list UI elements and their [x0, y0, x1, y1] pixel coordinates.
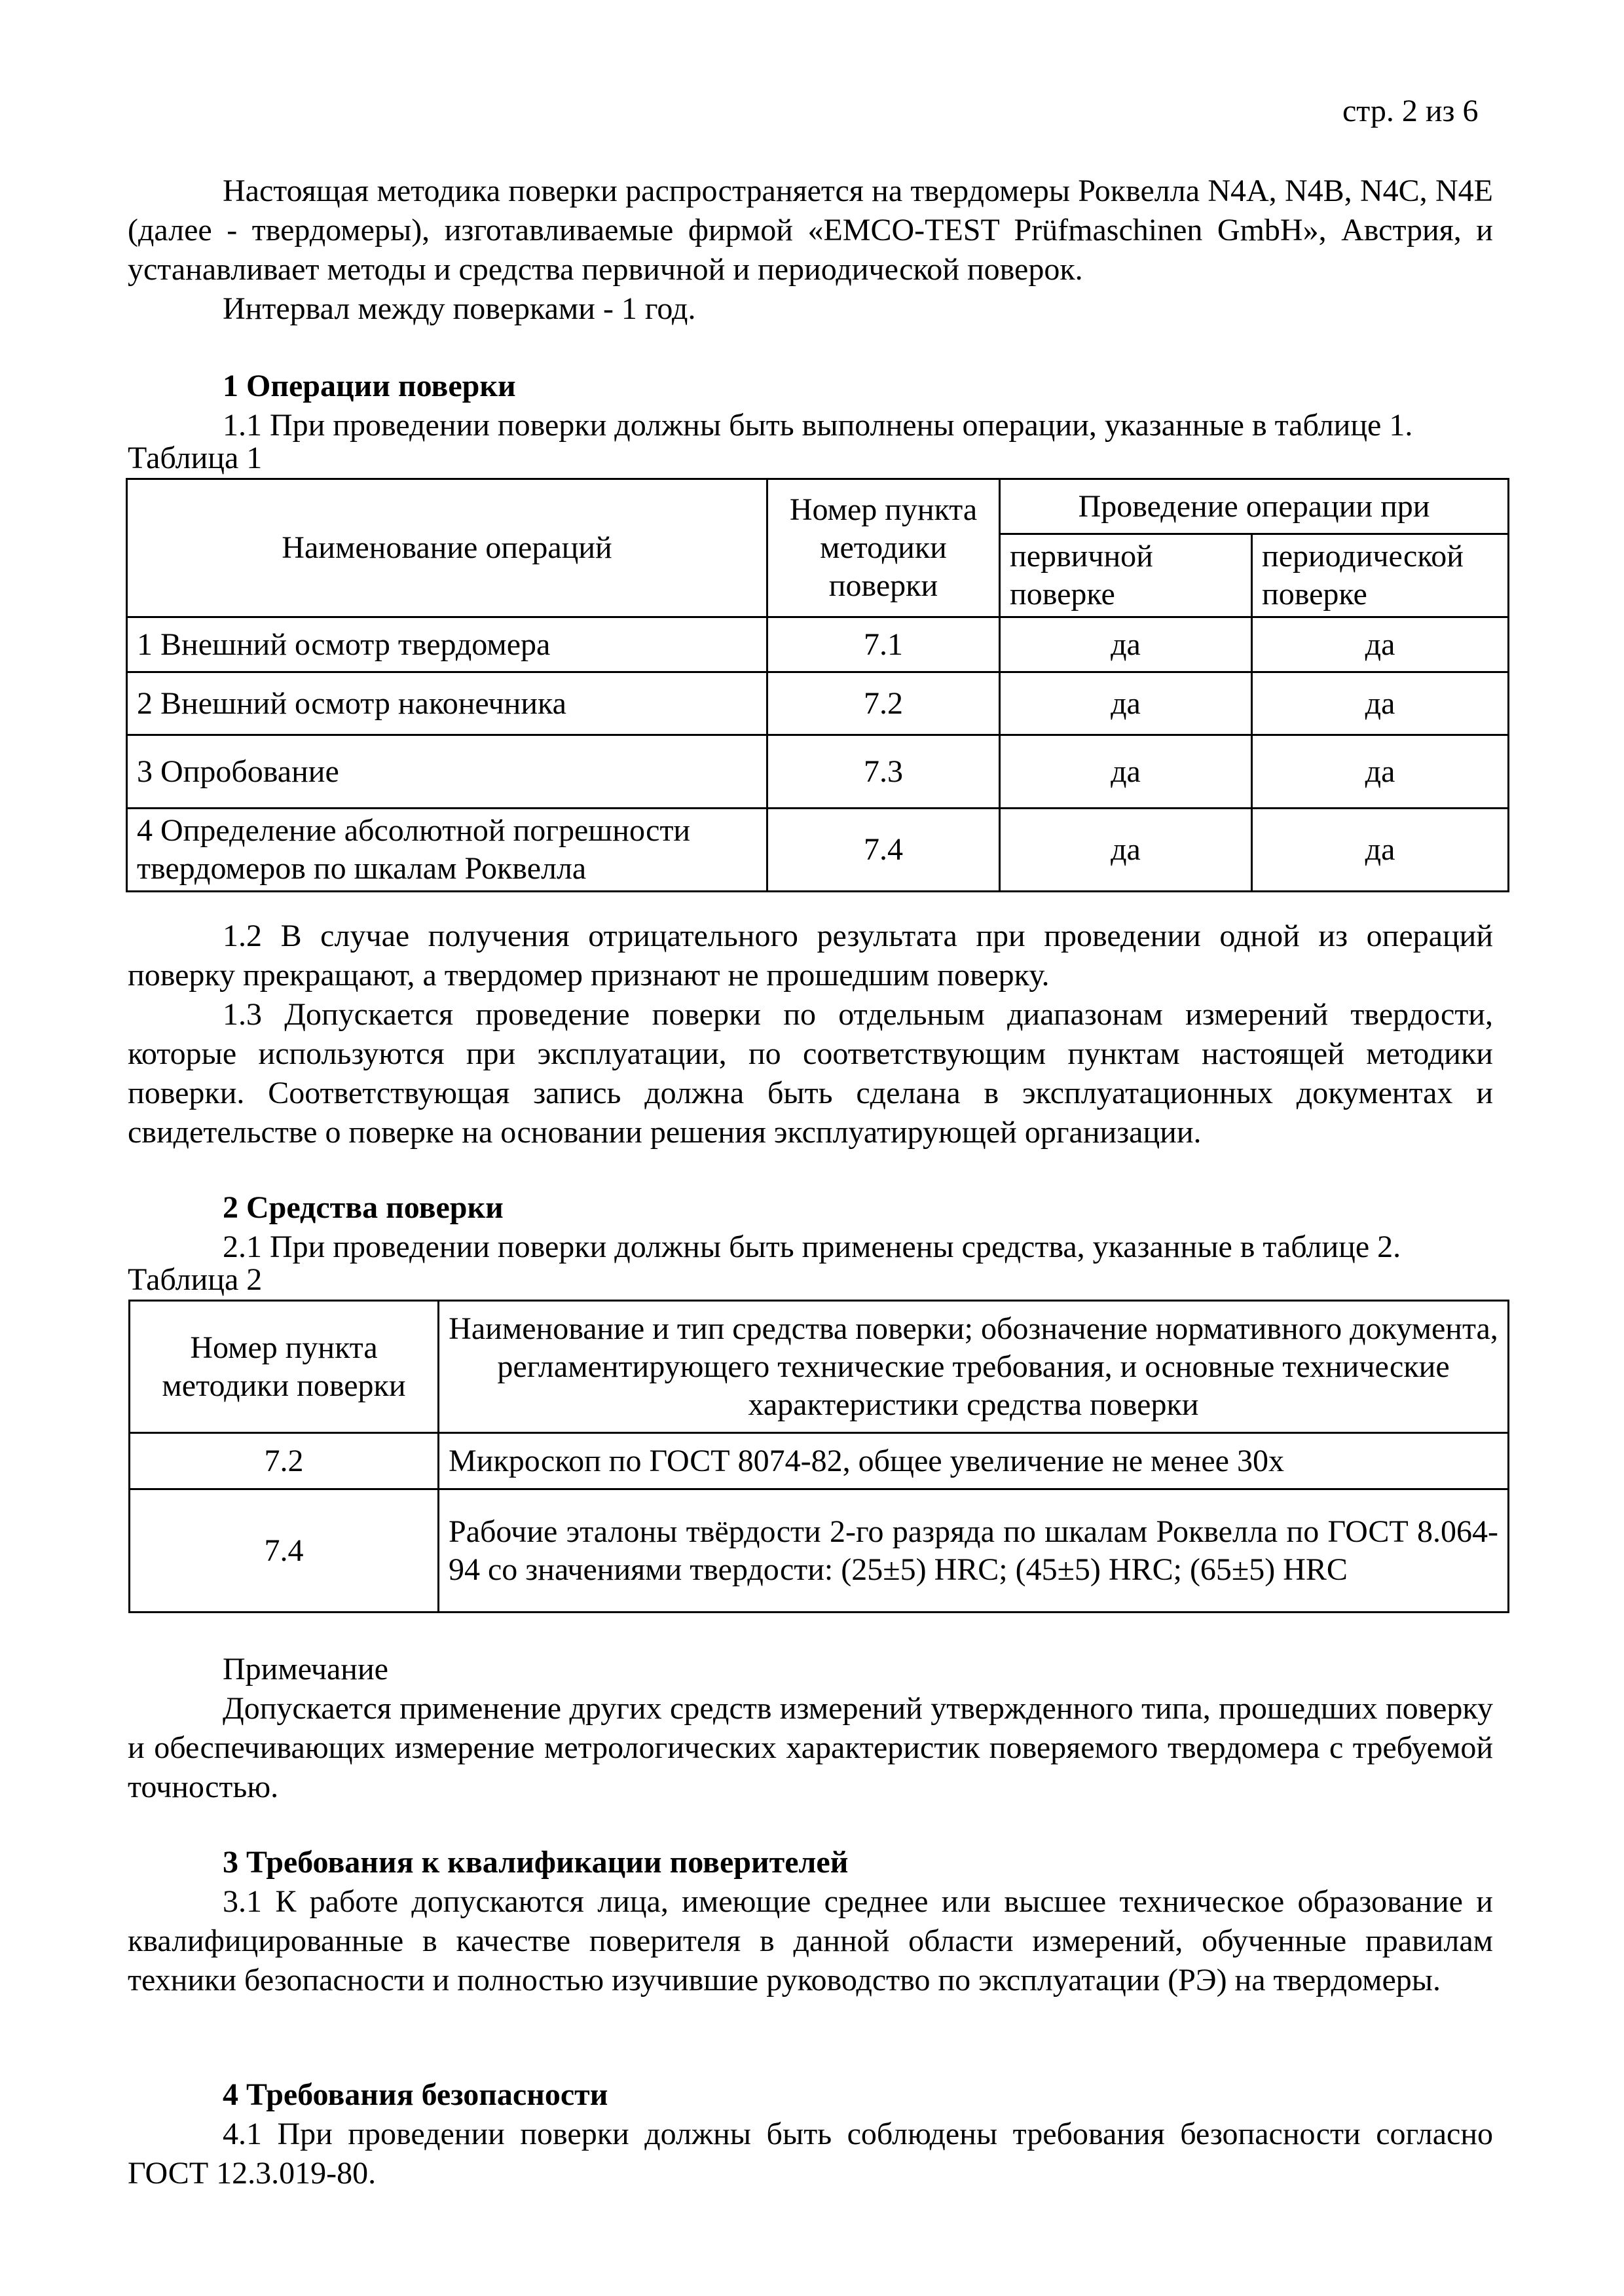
table-row	[130, 1489, 1509, 1613]
initial-flag: да	[1000, 672, 1252, 735]
section-1-heading: 1 Операции поверки	[223, 369, 516, 403]
paragraph-1-2: 1.2 В случае получения отрицательного результата при проведении одной из операций поверку прекращают, а твердомер признают не прошедшим поверку.	[128, 919, 1493, 993]
initial-flag: да	[1000, 735, 1252, 809]
section-3	[128, 1843, 1493, 2000]
tools-table	[128, 1300, 1509, 1613]
intro-paragraph: Настоящая методика поверки распространяется на твердомеры Роквелла N4A, N4B, N4C, N4E (далее - твердомеры), изготавливаемые фирмой «EMCO-TEST Prüfmaschinen GmbH», Австрия, и устанавливает методы и средства первичной и периодической поверок.	[128, 173, 1493, 287]
table-row	[130, 1433, 1509, 1489]
tool-description: Микроскоп по ГОСТ 8074-82, общее увеличение не менее 30x	[439, 1433, 1509, 1489]
section-3-heading: 3 Требования к квалификации поверителей	[223, 1845, 849, 1880]
operation-name: 1 Внешний осмотр твердомера	[127, 617, 767, 672]
table-row	[127, 617, 1509, 672]
header-initial-verification: первичной поверке	[1000, 534, 1252, 617]
item-number: 7.2	[767, 672, 1000, 735]
paragraph-1-1: 1.1 При проведении поверки должны быть выполнены операции, указанные в таблице 1.	[223, 408, 1413, 443]
table-2-label: Таблица 2	[128, 1262, 263, 1297]
table-row	[127, 809, 1509, 892]
section-2-heading: 2 Средства поверки	[223, 1190, 504, 1225]
section-2-head	[128, 1188, 1493, 1267]
intro-block	[128, 172, 1493, 329]
item-number: 7.1	[767, 617, 1000, 672]
initial-flag: да	[1000, 617, 1252, 672]
table-1-label: Таблица 1	[128, 441, 263, 475]
paragraph-2-1: 2.1 При проведении поверки должны быть применены средства, указанные в таблице 2.	[223, 1230, 1401, 1264]
note-text: Допускается применение других средств измерений утвержденного типа, прошедших поверку и обеспечивающих измерение метрологических характеристик поверяемого твердомера с требуемой точностью.	[128, 1691, 1493, 1804]
header-item-number: Номер пункта методики поверки	[767, 479, 1000, 617]
interval-paragraph: Интервал между поверками - 1 год.	[223, 291, 696, 326]
initial-flag: да	[1000, 809, 1252, 892]
item-number: 7.4	[130, 1489, 439, 1613]
table-header-row	[130, 1301, 1509, 1433]
table-row	[127, 672, 1509, 735]
page-number: стр. 2 из 6	[1342, 94, 1479, 128]
section-1-paragraphs	[128, 917, 1493, 1152]
header-conducted-at: Проведение операции при	[1000, 479, 1509, 534]
periodic-flag: да	[1252, 809, 1509, 892]
item-number: 7.2	[130, 1433, 439, 1489]
note-title: Примечание	[223, 1652, 388, 1686]
operations-table	[126, 478, 1509, 892]
header-tool-description: Наименование и тип средства поверки; обозначение нормативного документа, регламентирующего технические требования, и основные технические характеристики средства поверки	[439, 1301, 1509, 1433]
periodic-flag: да	[1252, 672, 1509, 735]
operation-name: 3 Опробование	[127, 735, 767, 809]
paragraph-4-1: 4.1 При проведении поверки должны быть соблюдены требования безопасности согласно ГОСТ 12.3.019-80.	[128, 2117, 1493, 2191]
tool-description: Рабочие эталоны твёрдости 2-го разряда по шкалам Роквелла по ГОСТ 8.064-94 со значениями твердости: (25±5) HRC; (45±5) HRC; (65±5) HRC	[439, 1489, 1509, 1613]
item-number: 7.4	[767, 809, 1000, 892]
item-number: 7.3	[767, 735, 1000, 809]
header-operation-name: Наименование операций	[127, 479, 767, 617]
paragraph-3-1: 3.1 К работе допускаются лица, имеющие среднее или высшее техническое образование и квалифицированные в качестве поверителя в данной области измерений, обученные правилам техники безопасности и полностью изучившие руководство по эксплуатации (РЭ) на твердомеры.	[128, 1884, 1493, 1997]
section-4	[128, 2075, 1493, 2193]
section-1-head	[128, 367, 1493, 445]
header-periodic-verification: периодической поверке	[1252, 534, 1509, 617]
periodic-flag: да	[1252, 617, 1509, 672]
table-row	[127, 735, 1509, 809]
section-4-heading: 4 Требования безопасности	[223, 2077, 608, 2112]
table-header-row	[127, 479, 1509, 534]
periodic-flag: да	[1252, 735, 1509, 809]
operation-name: 4 Определение абсолютной погрешности твердомеров по шкалам Роквелла	[127, 809, 767, 892]
paragraph-1-3: 1.3 Допускается проведение поверки по отдельным диапазонам измерений твердости, которые используются при эксплуатации, по соответствующим пунктам настоящей методики поверки. Соответствующая запись должна быть сделана в эксплуатационных документах и свидетельстве о поверке на основании решения эксплуатирующей организации.	[128, 997, 1493, 1150]
note-block	[128, 1650, 1493, 1807]
header-item-number: Номер пункта методики поверки	[130, 1301, 439, 1433]
operation-name: 2 Внешний осмотр наконечника	[127, 672, 767, 735]
